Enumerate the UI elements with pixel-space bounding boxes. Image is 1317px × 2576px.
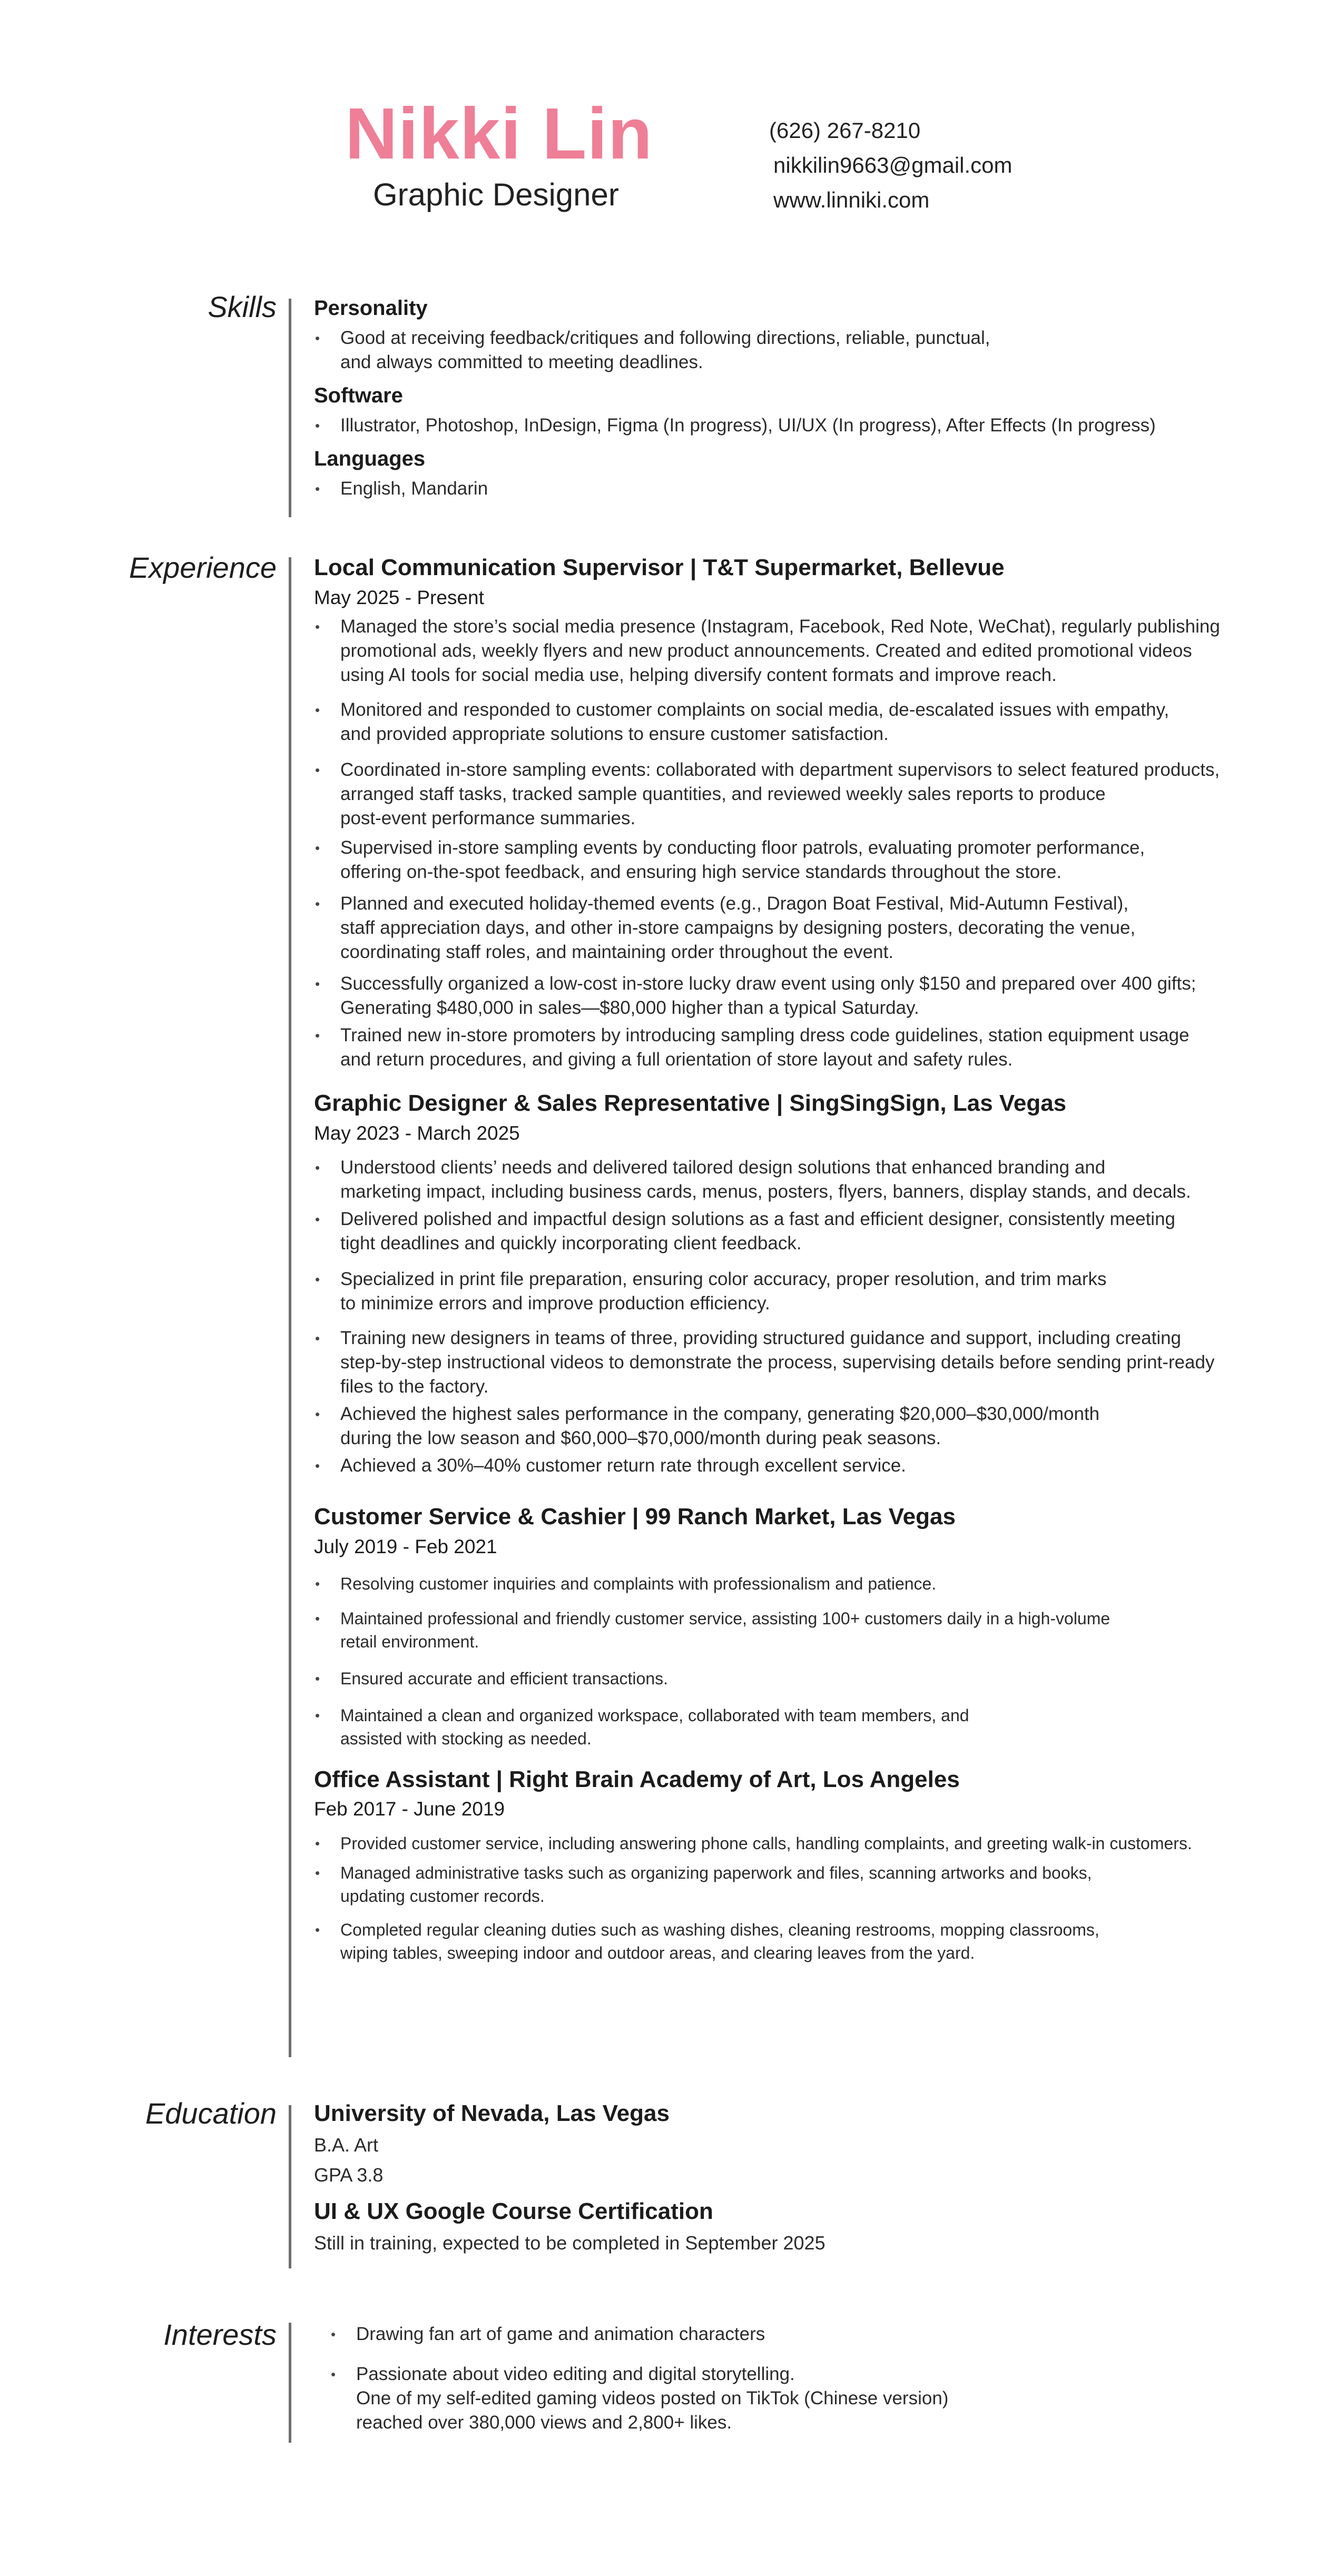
job-bullets bbox=[314, 1572, 1304, 1750]
section-title-skills: Skills bbox=[208, 290, 277, 323]
list-item: • Resolving customer inquiries and complaints with professionalism and patience. bbox=[314, 1572, 1304, 1595]
list-item: • English, Mandarin bbox=[314, 477, 1304, 501]
section-title-education: Education bbox=[145, 2097, 277, 2130]
list-item: • Monitored and responded to customer complaints on social media, de-escalated issues with empathy, and provided appropriate solutions to ensure customer satisfaction. bbox=[314, 698, 1304, 746]
job-bullets bbox=[314, 1156, 1304, 1478]
list-item: • Illustrator, Photoshop, InDesign, Figma (In progress), UI/UX (In progress), After Effects (In progress) bbox=[314, 413, 1304, 438]
interests-content bbox=[330, 2322, 1317, 2435]
job-dates: Feb 2017 - June 2019 bbox=[314, 1798, 505, 1820]
list-item: • Maintained a clean and organized workspace, collaborated with team members, and assisted with stocking as needed. bbox=[314, 1704, 1304, 1750]
interests-list bbox=[330, 2322, 1317, 2435]
experience-content bbox=[314, 554, 1304, 1965]
job-heading: Local Communication Supervisor | T&T Supermarket, Bellevue bbox=[314, 555, 1005, 580]
list-item: • Maintained professional and friendly customer service, assisting 100+ customers daily in a high-volume retail environment. bbox=[314, 1607, 1304, 1653]
job-dates: May 2023 - March 2025 bbox=[314, 1122, 520, 1144]
list-item: • Provided customer service, including answering phone calls, handling complaints, and greeting walk-in customers. bbox=[314, 1832, 1304, 1855]
job-entry bbox=[314, 554, 1304, 1072]
list-item: • Managed administrative tasks such as organizing paperwork and files, scanning artworks and books, updating customer records. bbox=[314, 1861, 1304, 1908]
job-dates: July 2019 - Feb 2021 bbox=[314, 1535, 497, 1557]
list-item: • Good at receiving feedback/critiques and following directions, reliable, punctual, and always committed to meeting deadlines. bbox=[314, 326, 1304, 374]
section-divider bbox=[289, 299, 291, 517]
list-item: • Delivered polished and impactful design solutions as a fast and efficient designer, consistently meeting tight deadlines and quickly incorporating client feedback. bbox=[314, 1207, 1304, 1256]
list-item: • Planned and executed holiday-themed events (e.g., Dragon Boat Festival, Mid-Autumn Festival), staff appreciation days, and other in-store campaigns by designing posters, decorating the venue, coordinating staff roles, and maintaining order throughout the event. bbox=[314, 892, 1304, 964]
list-item: • Understood clients’ needs and delivered tailored design solutions that enhanced branding and marketing impact, including business cards, menus, posters, flyers, banners, display stands, and decals. bbox=[314, 1156, 1304, 1204]
job-bullets bbox=[314, 615, 1304, 1072]
languages-heading: Languages bbox=[314, 447, 426, 470]
degree: B.A. Art bbox=[314, 2134, 379, 2156]
software-heading: Software bbox=[314, 384, 403, 407]
list-item: • Completed regular cleaning duties such as washing dishes, cleaning restrooms, mopping classrooms, wiping tables, sweeping indoor and outdoor areas, and clearing leaves from the yard. bbox=[314, 1918, 1304, 1965]
list-item: • Ensured accurate and efficient transactions. bbox=[314, 1667, 1304, 1690]
job-entry bbox=[314, 1766, 1304, 1965]
phone-number: (626) 267-8210 bbox=[769, 118, 921, 143]
personality-list bbox=[314, 326, 1304, 374]
gpa: GPA 3.8 bbox=[314, 2164, 384, 2186]
certification-name: UI & UX Google Course Certification bbox=[314, 2198, 713, 2224]
software-list bbox=[314, 413, 1304, 438]
candidate-name: Nikki Lin bbox=[345, 93, 653, 174]
job-title: Graphic Designer bbox=[373, 177, 619, 212]
list-item: • Drawing fan art of game and animation characters bbox=[330, 2322, 1317, 2346]
list-item: • Coordinated in-store sampling events: collaborated with department supervisors to select featured products, arranged staff tasks, tracked sample quantities, and reviewed weekly sales reports to produce post-event performance summaries. bbox=[314, 758, 1304, 831]
list-item: • Achieved a 30%–40% customer return rate through excellent service. bbox=[314, 1454, 1304, 1478]
job-heading: Graphic Designer & Sales Representative | SingSingSign, Las Vegas bbox=[314, 1090, 1067, 1116]
section-divider bbox=[289, 557, 291, 2057]
list-item: • Passionate about video editing and digital storytelling. One of my self-edited gaming videos posted on TikTok (Chinese version) reached over 380,000 views and 2,800+ likes. bbox=[330, 2362, 1317, 2435]
section-divider bbox=[289, 2105, 291, 2268]
job-heading: Office Assistant | Right Brain Academy of Art, Los Angeles bbox=[314, 1766, 960, 1792]
job-dates: May 2025 - Present bbox=[314, 586, 484, 608]
school-name: University of Nevada, Las Vegas bbox=[314, 2100, 670, 2126]
section-title-interests: Interests bbox=[163, 2318, 277, 2351]
website-link[interactable]: www.linniki.com bbox=[773, 187, 930, 212]
languages-list bbox=[314, 477, 1304, 501]
list-item: • Specialized in print file preparation, ensuring color accuracy, proper resolution, and trim marks to minimize errors and improve production efficiency. bbox=[314, 1267, 1304, 1316]
job-entry bbox=[314, 1090, 1304, 1478]
job-heading: Customer Service & Cashier | 99 Ranch Market, Las Vegas bbox=[314, 1503, 956, 1529]
certification-status: Still in training, expected to be completed in September 2025 bbox=[314, 2232, 825, 2254]
email-address[interactable]: nikkilin9663@gmail.com bbox=[773, 153, 1013, 177]
education-content bbox=[314, 2100, 1304, 2258]
section-divider bbox=[289, 2323, 291, 2443]
list-item: • Training new designers in teams of three, providing structured guidance and support, including creating step-by-step instructional videos to demonstrate the process, supervising details before sending print-ready files to the factory. bbox=[314, 1326, 1304, 1399]
list-item: • Achieved the highest sales performance in the company, generating $20,000–$30,000/month during the low season and $60,000–$70,000/month during peak seasons. bbox=[314, 1402, 1304, 1450]
list-item: • Trained new in-store promoters by introducing sampling dress code guidelines, station equipment usage and return procedures, and giving a full orientation of store layout and safety rules. bbox=[314, 1023, 1304, 1072]
personality-heading: Personality bbox=[314, 297, 428, 320]
list-item: • Successfully organized a low-cost in-store lucky draw event using only $150 and prepared over 400 gifts; Generating $480,000 in sales—$80,000 higher than a typical Saturday. bbox=[314, 972, 1304, 1020]
job-entry bbox=[314, 1503, 1304, 1750]
list-item: • Supervised in-store sampling events by conducting floor patrols, evaluating promoter performance, offering on-the-spot feedback, and ensuring high service standards throughout the store. bbox=[314, 836, 1304, 884]
skills-content bbox=[314, 295, 1304, 501]
job-bullets bbox=[314, 1832, 1304, 1965]
section-title-experience: Experience bbox=[129, 551, 277, 584]
contact-block bbox=[769, 113, 1013, 218]
list-item: • Managed the store’s social media presence (Instagram, Facebook, Red Note, WeChat), regularly publishing promotional ads, weekly flyers and new product announcements. Created and edited promotional videos using AI tools for social media use, helping diversify content formats and improve reach. bbox=[314, 615, 1304, 687]
